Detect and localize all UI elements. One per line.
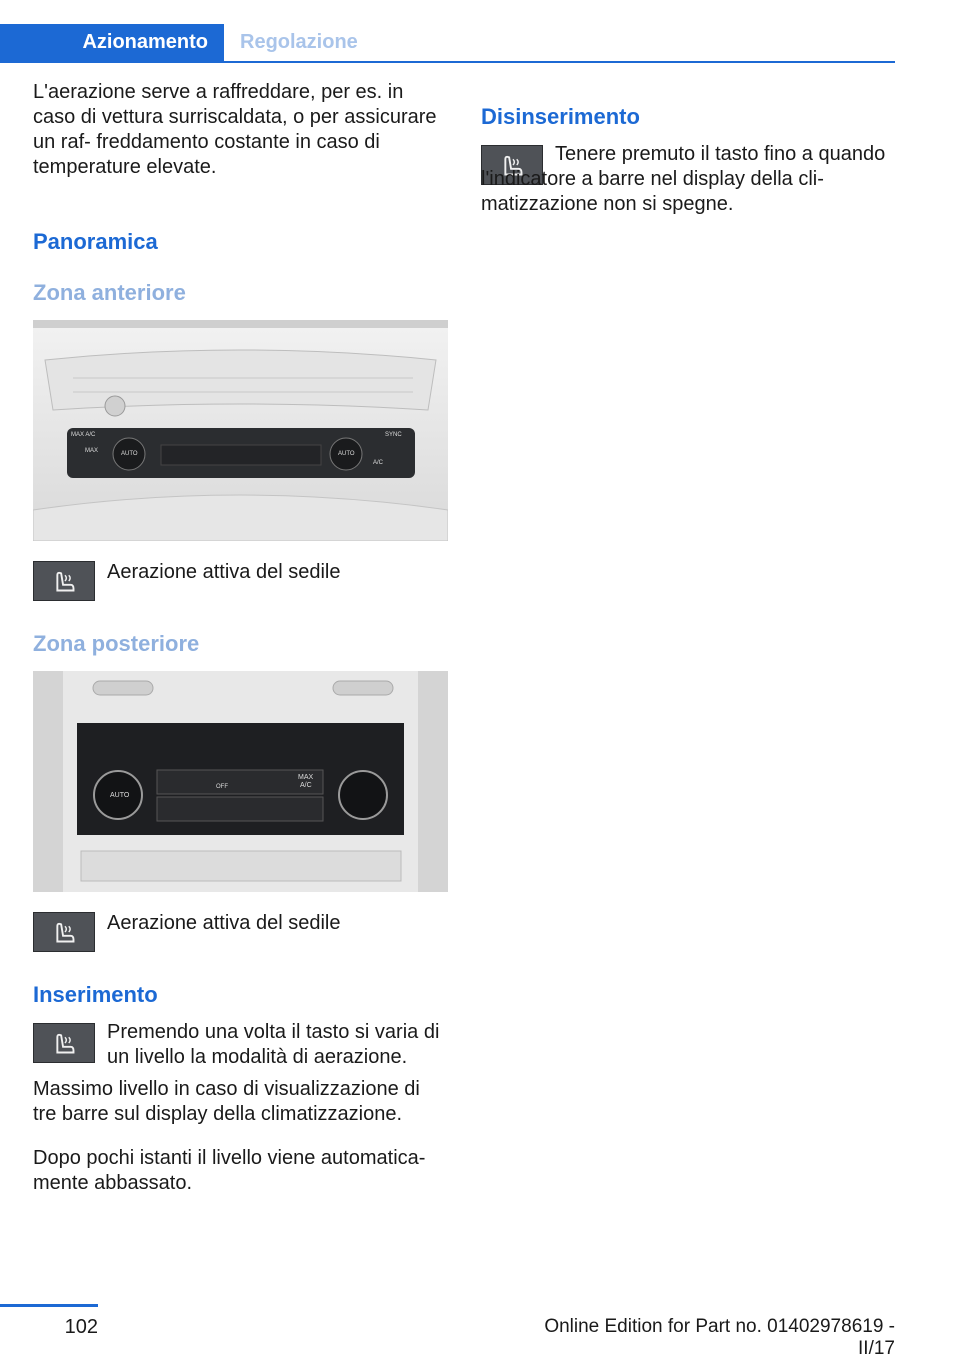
front-label-maxac: MAX A/C — [71, 432, 96, 438]
seat-ventilation-icon — [33, 1023, 95, 1063]
seat-ventilation-icon — [33, 912, 95, 952]
heading-zona-anteriore: Zona anteriore — [33, 280, 186, 305]
heading-panoramica: Panoramica — [33, 229, 158, 254]
rear-climate-panel-image — [33, 671, 448, 892]
heading-disinserimento: Disinserimento — [481, 104, 640, 129]
rear-label-ac: A/C — [300, 782, 312, 789]
front-label-ac: A/C — [373, 460, 384, 466]
front-label-auto-left: AUTO — [121, 451, 138, 457]
front-label-auto-right: AUTO — [338, 451, 355, 457]
switch-off-instruction: Tenere premuto il tasto fino a quando l'indicatore a barre nel display della cli‐ matizzazione non si spegne. — [481, 143, 886, 215]
front-label-sync: SYNC — [385, 432, 402, 438]
switch-on-paragraph-2: Dopo pochi istanti il livello viene automatica‐ mente abbassato. — [33, 1147, 426, 1194]
switch-on-paragraph-1: Massimo livello in caso di visualizzazione di tre barre sul display della climatizzazione. — [33, 1078, 420, 1125]
rear-label-off: OFF — [216, 784, 228, 790]
tab-azionamento[interactable]: Azionamento — [0, 24, 224, 61]
rear-caption: Aerazione attiva del sedile — [107, 912, 341, 934]
front-climate-panel-image — [33, 320, 448, 541]
front-label-max: MAX — [85, 448, 99, 454]
switch-on-instruction: Premendo una volta il tasto si varia di un livello la modalità di aerazione. — [107, 1021, 440, 1068]
heading-zona-posteriore: Zona posteriore — [33, 631, 200, 656]
header-tabbar — [0, 24, 895, 63]
footer-rule — [0, 1304, 98, 1307]
rear-label-auto: AUTO — [110, 792, 130, 799]
seat-ventilation-icon — [33, 561, 95, 601]
intro-paragraph: L'aerazione serve a raffreddare, per es. in caso di vettura surriscaldata, o per assicurare un raf‐ freddamento costante in caso di temperature elevate. — [33, 81, 437, 178]
rear-label-max: MAX — [298, 774, 314, 781]
edition-note: Online Edition for Part no. 01402978619 - II/17 — [544, 1316, 895, 1359]
page-number: 102 — [64, 1316, 98, 1338]
front-caption: Aerazione attiva del sedile — [107, 561, 341, 583]
tab-regolazione[interactable]: Regolazione — [240, 31, 358, 53]
heading-inserimento: Inserimento — [33, 982, 158, 1007]
